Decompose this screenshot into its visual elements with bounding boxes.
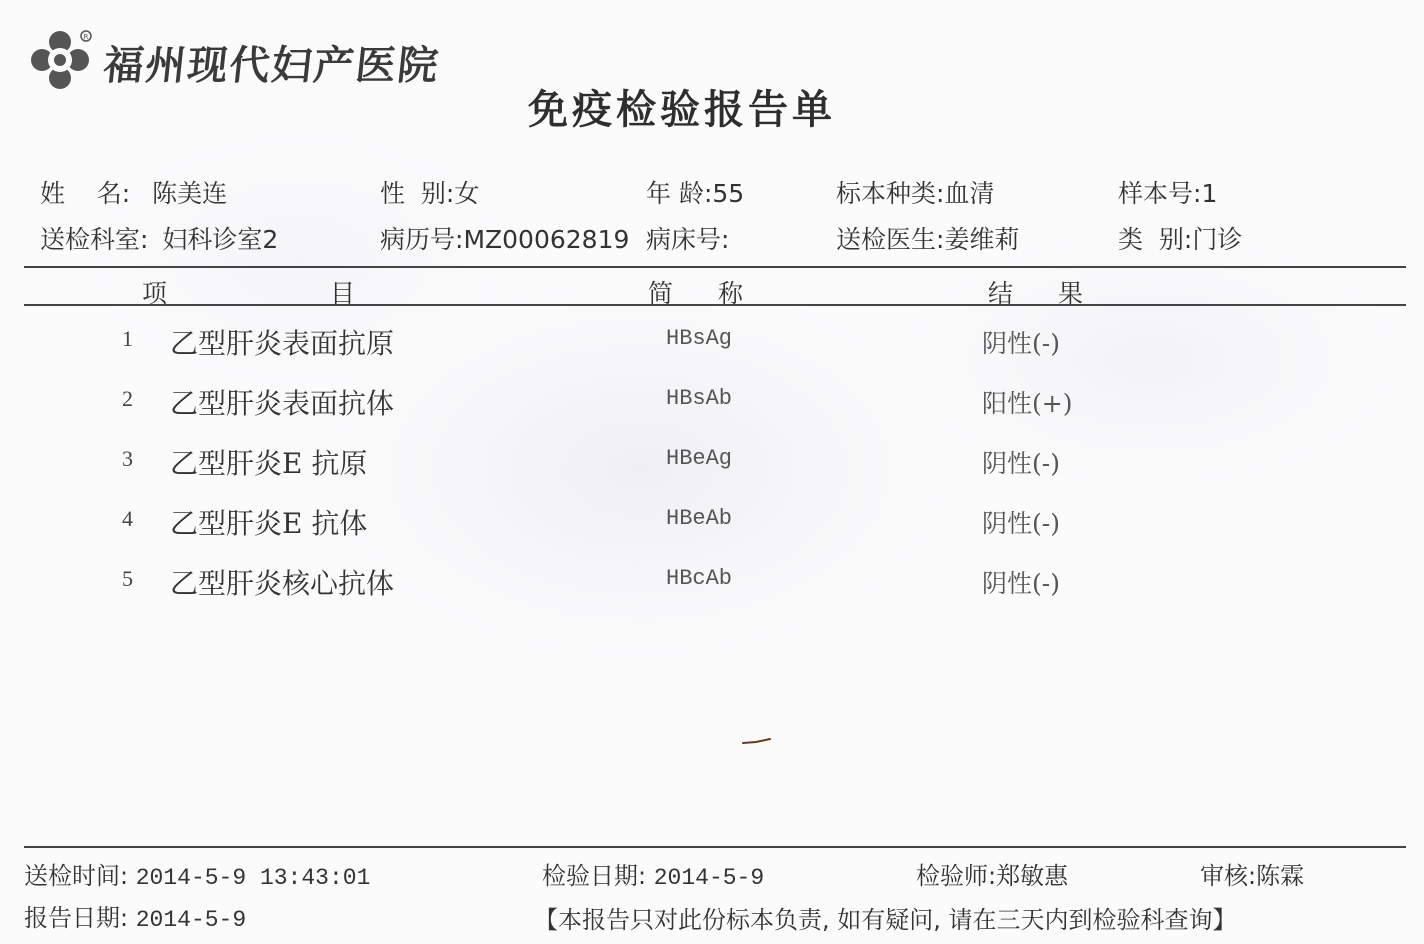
row-number: 4 bbox=[122, 506, 133, 531]
report-date-value: 2014-5-9 bbox=[135, 907, 247, 933]
row-item-name: 乙型肝炎E 抗体 bbox=[170, 507, 368, 540]
patient-sex-field bbox=[380, 174, 479, 210]
submit-time-field bbox=[24, 856, 370, 891]
row-number: 1 bbox=[122, 326, 133, 351]
doctor-field bbox=[836, 220, 1019, 256]
submit-time-value: 2014-5-9 13:43:01 bbox=[135, 865, 371, 891]
hospital-name: 福州现代妇产医院 bbox=[101, 42, 443, 89]
record-no-label: 病历号: bbox=[380, 225, 464, 254]
test-date-value: 2014-5-9 bbox=[653, 865, 765, 891]
specimen-type-value: 血清 bbox=[944, 179, 995, 208]
patient-name-label: 姓 名: bbox=[40, 179, 131, 208]
specimen-type-field bbox=[836, 174, 994, 210]
row-abbreviation: HBeAb bbox=[666, 506, 733, 531]
technician-field bbox=[916, 856, 1068, 891]
svg-text:R: R bbox=[83, 33, 89, 41]
sample-no-field bbox=[1118, 174, 1217, 210]
row-item-name: 乙型肝炎E 抗原 bbox=[170, 447, 368, 480]
report-date-label: 报告日期: bbox=[24, 904, 129, 932]
col-header-abbr-b: 称 bbox=[718, 279, 744, 308]
header-top-rule bbox=[24, 266, 1406, 268]
row-number: 5 bbox=[122, 566, 133, 591]
row-result: 阴性(-) bbox=[982, 329, 1060, 358]
col-header-result-a: 结 bbox=[988, 279, 1014, 308]
ink-speck-mark bbox=[742, 738, 772, 746]
patient-age-value: 55 bbox=[712, 179, 745, 208]
patient-age-field bbox=[646, 174, 744, 210]
row-number: 3 bbox=[122, 446, 133, 471]
doctor-value: 姜维莉 bbox=[944, 225, 1020, 254]
patient-sex-value: 女 bbox=[454, 179, 480, 208]
row-result: 阳性(+) bbox=[982, 389, 1073, 418]
row-result: 阴性(-) bbox=[982, 509, 1060, 538]
row-item-name: 乙型肝炎核心抗体 bbox=[170, 567, 395, 600]
sample-no-label: 样本号: bbox=[1118, 179, 1202, 208]
report-date-field bbox=[24, 898, 246, 933]
col-header-item-a: 项 bbox=[142, 279, 168, 308]
row-number: 2 bbox=[122, 386, 133, 411]
patient-name-value: 陈美连 bbox=[152, 179, 228, 208]
patient-age-label: 年 龄: bbox=[646, 179, 713, 208]
hospital-logo-icon bbox=[28, 28, 92, 92]
col-header-abbr-a: 简 bbox=[648, 279, 674, 308]
report-title: 免疫检验报告单 bbox=[528, 87, 836, 133]
header-bottom-rule bbox=[24, 304, 1406, 306]
dept-value: 妇科诊室2 bbox=[162, 225, 279, 254]
disclaimer-text: 【本报告只对此份标本负责, 如有疑问, 请在三天内到检验科查询】 bbox=[534, 906, 1237, 934]
test-date-field bbox=[542, 856, 764, 891]
row-item-name: 乙型肝炎表面抗体 bbox=[170, 387, 395, 420]
col-header-item-b: 目 bbox=[330, 279, 356, 308]
row-abbreviation: HBsAg bbox=[666, 326, 733, 351]
row-abbreviation: HBcAb bbox=[666, 566, 733, 591]
category-value: 门诊 bbox=[1192, 225, 1243, 254]
technician-value: 郑敏惠 bbox=[996, 862, 1069, 890]
footer-rule bbox=[24, 846, 1406, 848]
reviewer-value: 陈霖 bbox=[1256, 862, 1305, 890]
specimen-type-label: 标本种类: bbox=[836, 179, 945, 208]
row-result: 阴性(-) bbox=[982, 569, 1060, 598]
bed-no-field bbox=[646, 220, 729, 256]
reviewer-label: 审核: bbox=[1200, 862, 1257, 890]
reviewer-field bbox=[1200, 856, 1304, 891]
row-abbreviation: HBeAg bbox=[666, 446, 733, 471]
category-field bbox=[1118, 220, 1242, 256]
record-no-value: MZ00062819 bbox=[463, 225, 630, 254]
bed-no-label: 病床号: bbox=[646, 225, 730, 254]
technician-label: 检验师: bbox=[916, 862, 997, 890]
row-item-name: 乙型肝炎表面抗原 bbox=[170, 327, 395, 360]
col-header-result-b: 果 bbox=[1058, 279, 1084, 308]
row-abbreviation: HBsAb bbox=[666, 386, 733, 411]
test-date-label: 检验日期: bbox=[542, 862, 647, 890]
patient-name-field bbox=[40, 174, 227, 210]
row-result: 阴性(-) bbox=[982, 449, 1060, 478]
sample-no-value: 1 bbox=[1201, 179, 1218, 208]
doctor-label: 送检医生: bbox=[836, 225, 945, 254]
category-label: 类 别: bbox=[1118, 225, 1193, 254]
record-no-field bbox=[380, 220, 629, 256]
dept-label: 送检科室: bbox=[40, 225, 149, 254]
submit-time-label: 送检时间: bbox=[24, 862, 129, 890]
patient-sex-label: 性 别: bbox=[380, 179, 455, 208]
dept-field bbox=[40, 220, 278, 256]
